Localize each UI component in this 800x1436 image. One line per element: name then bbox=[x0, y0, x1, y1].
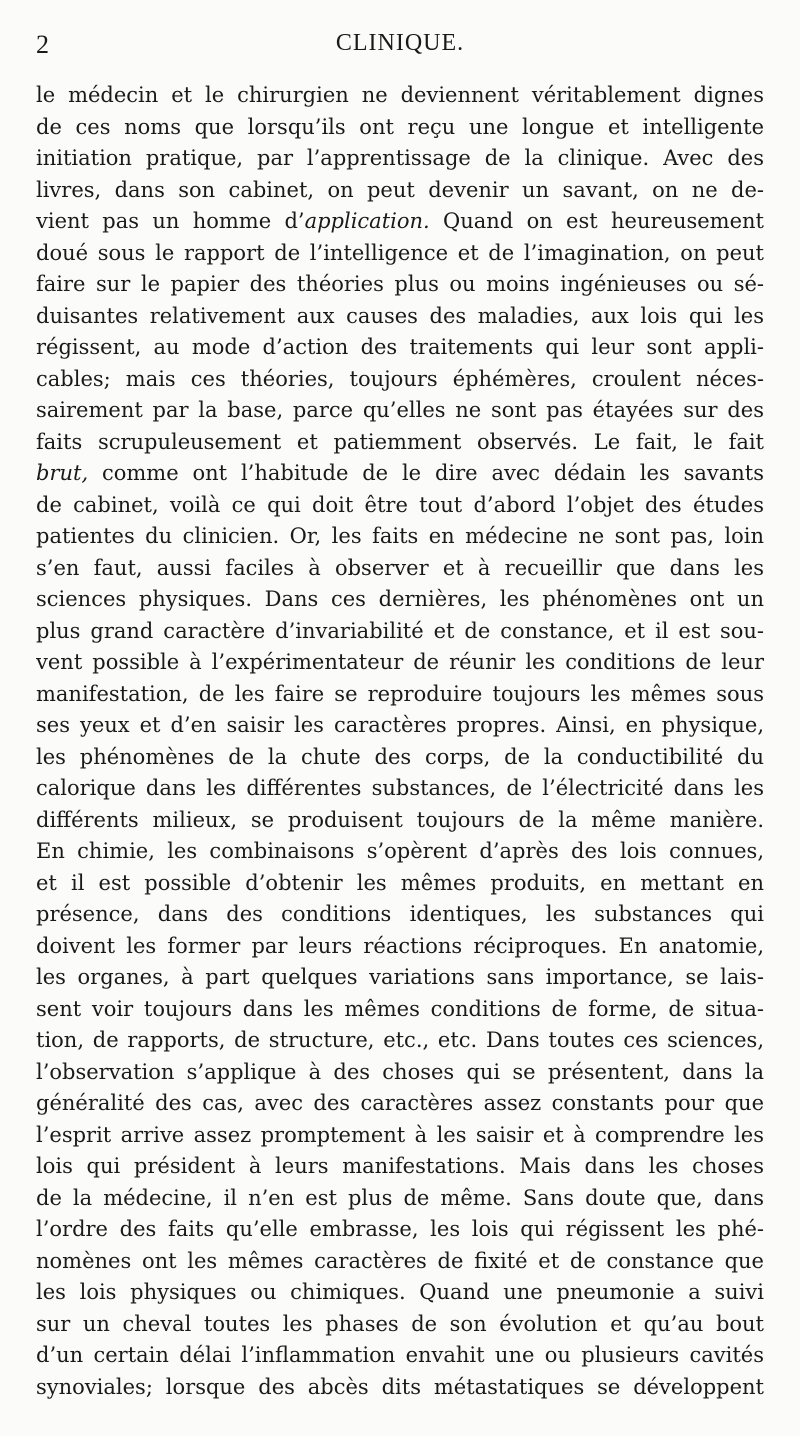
text-line bbox=[36, 1025, 764, 1057]
text-line bbox=[36, 332, 764, 364]
text-line bbox=[36, 521, 764, 553]
text-line bbox=[36, 1057, 764, 1089]
text-line bbox=[36, 899, 764, 931]
text-line bbox=[36, 1277, 764, 1309]
text-segment: présence, dans des conditions identiques, les substances qui bbox=[36, 902, 764, 926]
text-segment: patientes du clinicien. Or, les faits en médecine ne sont pas, loin bbox=[36, 524, 764, 548]
text-segment: plus grand caractère d’invariabilité et de constance, et il est sou- bbox=[36, 618, 764, 643]
text-line bbox=[36, 238, 764, 270]
text-line bbox=[36, 962, 764, 994]
text-line bbox=[36, 616, 764, 648]
text-segment: le médecin et le chirurgien ne deviennent véritablement dignes bbox=[36, 83, 764, 107]
text-segment: manifestation, de les faire se reproduire toujours les mêmes sous bbox=[36, 681, 764, 706]
text-line bbox=[36, 1088, 764, 1120]
body-text bbox=[36, 80, 764, 1403]
text-line bbox=[36, 490, 764, 522]
text-line bbox=[36, 427, 764, 459]
text-line bbox=[36, 868, 764, 900]
text-line bbox=[36, 1151, 764, 1183]
text-segment: doivent les former par leurs réactions réciproques. En anatomie, bbox=[36, 933, 764, 958]
text-line bbox=[36, 206, 764, 238]
text-segment: d’un certain délai l’inflammation envahit une ou plusieurs cavités bbox=[36, 1343, 764, 1367]
text-segment: lois qui président à leurs manifestations. Mais dans les choses bbox=[36, 1154, 764, 1178]
text-segment: duisantes relativement aux causes des maladies, aux lois qui les bbox=[36, 303, 764, 328]
text-segment: sur un cheval toutes les phases de son évolution et qu’au bout bbox=[36, 1311, 764, 1336]
text-segment: vient pas un homme d’ bbox=[36, 209, 305, 233]
text-line bbox=[36, 364, 764, 396]
text-line bbox=[36, 994, 764, 1026]
text-segment: s’en faut, aussi faciles à observer et à recueillir que dans les bbox=[36, 555, 764, 580]
italic-text-segment: brut, bbox=[36, 461, 89, 485]
text-segment: livres, dans son cabinet, on peut devenir un savant, on ne de- bbox=[36, 177, 764, 202]
text-segment: Quand on est heureusement bbox=[429, 209, 764, 233]
text-segment: généralité des cas, avec des caractères assez constants pour que bbox=[36, 1091, 764, 1115]
text-segment: l’ordre des faits qu’elle embrasse, les lois qui régissent les phé- bbox=[36, 1217, 764, 1241]
text-segment: sent voir toujours dans les mêmes conditions de forme, de situa- bbox=[36, 996, 764, 1021]
text-line bbox=[36, 1214, 764, 1246]
text-line bbox=[36, 80, 764, 112]
text-line bbox=[36, 1309, 764, 1341]
text-segment: de la médecine, il n’en est plus de même. Sans doute que, dans bbox=[36, 1185, 764, 1210]
text-line bbox=[36, 805, 764, 837]
text-segment: sairement par la base, parce qu’elles ne sont pas étayées sur des bbox=[36, 398, 764, 422]
text-segment: de cabinet, voilà ce qui doit être tout d’abord l’objet des études bbox=[36, 492, 764, 517]
text-line bbox=[36, 301, 764, 333]
text-segment: nomènes ont les mêmes caractères de fixité et de constance que bbox=[36, 1248, 764, 1273]
text-line bbox=[36, 395, 764, 427]
running-head: CLINIQUE. bbox=[335, 30, 465, 56]
text-line bbox=[36, 679, 764, 711]
text-line bbox=[36, 553, 764, 585]
text-line bbox=[36, 584, 764, 616]
text-segment: faits scrupuleusement et patiemment observés. Le fait, le fait bbox=[36, 429, 764, 454]
text-line bbox=[36, 112, 764, 144]
text-line bbox=[36, 742, 764, 774]
text-line bbox=[36, 647, 764, 679]
text-line bbox=[36, 458, 764, 490]
text-line bbox=[36, 175, 764, 207]
page-number: 2 bbox=[36, 30, 49, 59]
text-line bbox=[36, 931, 764, 963]
text-segment: et il est possible d’obtenir les mêmes produits, en mettant en bbox=[36, 870, 764, 895]
text-segment: doué sous le rapport de l’intelligence et de l’imagination, on peut bbox=[36, 240, 764, 265]
text-segment: calorique dans les différentes substances, de l’électricité dans les bbox=[36, 776, 764, 800]
text-segment: l’esprit arrive assez promptement à les saisir et à comprendre les bbox=[36, 1122, 764, 1147]
text-segment: initiation pratique, par l’apprentissage de la clinique. Avec des bbox=[36, 146, 764, 170]
text-line bbox=[36, 773, 764, 805]
text-segment: les lois physiques ou chimiques. Quand une pneumonie a suivi bbox=[36, 1280, 764, 1304]
text-line bbox=[36, 1183, 764, 1215]
text-segment: différents milieux, se produisent toujours de la même manière. bbox=[36, 807, 764, 832]
text-segment: l’observation s’applique à des choses qui se présentent, dans la bbox=[36, 1059, 764, 1084]
text-line bbox=[36, 1246, 764, 1278]
text-segment: En chimie, les combinaisons s’opèrent d’après des lois connues, bbox=[36, 839, 764, 863]
page-header bbox=[36, 30, 764, 64]
text-segment: les organes, à part quelques variations sans importance, se lais- bbox=[36, 965, 764, 989]
text-segment: cables; mais ces théories, toujours éphémères, croulent néces- bbox=[36, 366, 764, 391]
text-segment: tion, de rapports, de structure, etc., etc. Dans toutes ces sciences, bbox=[36, 1028, 764, 1052]
text-segment: comme ont l’habitude de le dire avec dédain les savants bbox=[88, 461, 764, 485]
text-segment: vent possible à l’expérimentateur de réunir les conditions de leur bbox=[36, 650, 764, 674]
italic-text-segment: application. bbox=[304, 209, 430, 233]
text-segment: les phénomènes de la chute des corps, de la conductibilité du bbox=[36, 744, 764, 769]
text-line bbox=[36, 269, 764, 301]
text-line bbox=[36, 1340, 764, 1372]
text-segment: sciences physiques. Dans ces dernières, les phénomènes ont un bbox=[36, 587, 764, 611]
text-segment: faire sur le papier des théories plus ou moins ingénieuses ou sé- bbox=[36, 272, 764, 296]
text-segment: de ces noms que lorsqu’ils ont reçu une longue et intelligente bbox=[36, 114, 764, 139]
text-line bbox=[36, 1120, 764, 1152]
text-segment: régissent, au mode d’action des traitements qui leur sont appli- bbox=[36, 335, 764, 359]
text-line bbox=[36, 143, 764, 175]
text-line bbox=[36, 1372, 764, 1404]
text-line bbox=[36, 836, 764, 868]
text-segment: synoviales; lorsque des abcès dits métastatiques se développent bbox=[36, 1374, 764, 1399]
text-line bbox=[36, 710, 764, 742]
text-segment: ses yeux et d’en saisir les caractères propres. Ainsi, en physique, bbox=[36, 713, 764, 737]
